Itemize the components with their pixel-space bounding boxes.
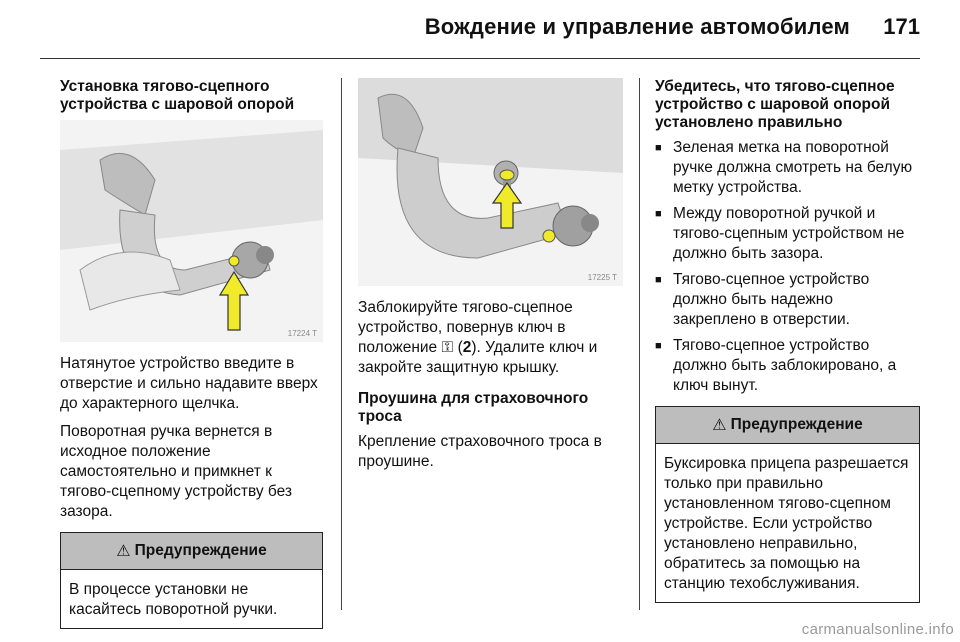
column-divider xyxy=(639,78,640,610)
section-heading: Проушина для страховочного троса xyxy=(358,390,589,425)
warning-text: В процессе установки не касайтесь поворотной ручки. xyxy=(69,581,278,618)
warning-box xyxy=(655,406,920,603)
warning-header xyxy=(61,533,322,570)
column-3 xyxy=(655,78,920,603)
paragraph: Поворотная ручка вернется в исходное положение самостоятельно и примкнет к тягово-сцепному устройству без зазора. xyxy=(60,423,293,520)
column-1 xyxy=(60,78,323,629)
towbar-lock-figure xyxy=(358,78,623,286)
list-item: ■ Между поворотной ручкой и тягово-сцепным устройством не должно быть зазора. xyxy=(655,204,920,264)
warning-icon: ⚠ xyxy=(712,417,727,434)
header-rule xyxy=(40,58,920,59)
figure-id: 17225 T xyxy=(587,273,617,282)
warning-box xyxy=(60,532,323,629)
key-icon: ⚿ xyxy=(441,339,454,356)
section-heading: Убедитесь, что тягово-сцепное устройство с шаровой опорой установлено правильно xyxy=(655,78,895,131)
page-title: Вождение и управление автомобилем xyxy=(424,14,850,39)
warning-title: Предупреждение xyxy=(134,542,267,559)
warning-icon: ⚠ xyxy=(116,543,131,560)
warning-header xyxy=(656,407,919,444)
paragraph: Крепление страховочного троса в проушине. xyxy=(358,433,602,470)
paragraph: Заблокируйте тягово-сцепное устройство, повернув ключ в положение ⚿ (2). Удалите ключ и закройте защитную крышку. xyxy=(358,299,598,376)
warning-text: Буксировка прицепа разрешается только при правильно установленном тягово-сцепном устройстве. Если устройство установлено неправильно, обратитесь за помощью на станцию техобслуживания. xyxy=(664,455,909,592)
list-item: ■ Тягово-сцепное устройство должно быть надежно закреплено в отверстии. xyxy=(655,270,920,330)
paragraph: Натянутое устройство введите в отверстие и сильно надавите вверх до характерного щелчка. xyxy=(60,355,318,412)
towbar-install-illustration xyxy=(60,120,323,342)
section-heading: Установка тягово-сцепного устройства с шаровой опорой xyxy=(60,78,295,113)
list-item: ■ Тягово-сцепное устройство должно быть заблокировано, а ключ вынут. xyxy=(655,336,920,396)
towbar-lock-illustration xyxy=(358,78,623,286)
towbar-install-figure xyxy=(60,120,323,342)
figure-id: 17224 T xyxy=(287,329,317,338)
checklist xyxy=(655,138,920,396)
column-2 xyxy=(358,78,623,480)
page-header xyxy=(0,0,960,60)
warning-title: Предупреждение xyxy=(730,416,863,433)
page-number: 171 xyxy=(883,14,920,39)
column-divider xyxy=(341,78,342,610)
watermark: carmanualsonline.info xyxy=(801,621,954,638)
list-item: ■ Зеленая метка на поворотной ручке должна смотреть на белую метку устройства. xyxy=(655,138,920,198)
